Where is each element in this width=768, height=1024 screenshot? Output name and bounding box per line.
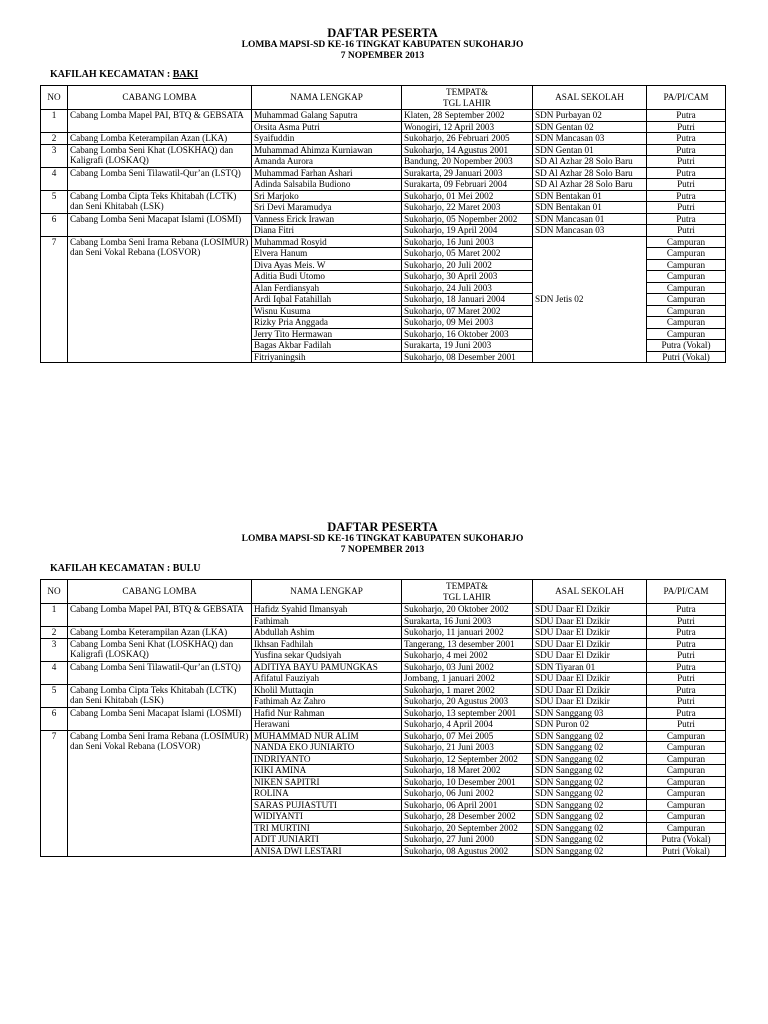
cell-nama: Ikhsan Fadhilah (252, 638, 402, 650)
cell-nama: Muhammad Ahimza Kurniawan (252, 144, 402, 156)
kafilah-label: KAFILAH KECAMATAN : (50, 563, 171, 574)
cell-tempat: Bandung, 20 Nopember 2003 (402, 156, 533, 168)
table-row (41, 133, 726, 145)
col-header-tempat: TEMPAT& TGL LAHIR (402, 580, 533, 604)
cell-sex: Campuran (647, 776, 726, 788)
cell-cabang: Cabang Lomba Seni Irama Rebana (LOSIMUR) dan Seni Vokal Rebana (LOSVOR) (68, 730, 252, 857)
kafilah-line (50, 69, 725, 83)
cell-tempat: Sukoharjo, 07 Maret 2002 (402, 305, 533, 317)
table-row (41, 190, 726, 202)
cell-tempat: Sukoharjo, 22 Maret 2003 (402, 202, 533, 214)
table-row (41, 661, 726, 673)
col-header-cabang: CABANG LOMBA (68, 86, 252, 110)
cell-sex: Putri (647, 202, 726, 214)
cell-tempat: Sukoharjo, 11 januari 2002 (402, 627, 533, 639)
cell-cabang: Cabang Lomba Seni Tilawatil-Qur’an (LSTQ) (68, 661, 252, 684)
cell-asal: SDN Bentakan 01 (533, 202, 647, 214)
cell-no: 4 (41, 661, 68, 684)
cell-tempat: Sukoharjo, 26 Februari 2005 (402, 133, 533, 145)
cell-asal: SDN Sanggang 02 (533, 776, 647, 788)
cell-cabang: Cabang Lomba Seni Tilawatil-Qur’an (LSTQ) (68, 167, 252, 190)
cell-asal: SDN Purbayan 02 (533, 110, 647, 122)
cell-cabang: Cabang Lomba Seni Khat (LOSKHAQ) dan Kaligrafi (LOSKAQ) (68, 638, 252, 661)
cell-nama: Orsita Asma Putri (252, 121, 402, 133)
cell-sex: Campuran (647, 317, 726, 329)
cell-asal: SDN Sanggang 02 (533, 730, 647, 742)
cell-nama: Amanda Aurora (252, 156, 402, 168)
cell-nama: NANDA EKO JUNIARTO (252, 742, 402, 754)
cell-sex: Putri (647, 673, 726, 685)
cell-sex: Putra (Vokal) (647, 340, 726, 352)
cell-tempat: Sukoharjo, 20 September 2002 (402, 822, 533, 834)
cell-sex: Putri (647, 179, 726, 191)
cell-asal: SDU Daar El Dzikir (533, 673, 647, 685)
cell-nama: Afifatul Fauziyah (252, 673, 402, 685)
cell-nama: Sri Marjoko (252, 190, 402, 202)
cell-sex: Putra (647, 133, 726, 145)
cell-sex: Putra (647, 110, 726, 122)
cell-sex: Campuran (647, 305, 726, 317)
cell-tempat: Klaten, 28 September 2002 (402, 110, 533, 122)
page-subtitle: LOMBA MAPSI-SD KE-16 TINGKAT KABUPATEN SUKOHARJO (241, 40, 524, 50)
page-subtitle: LOMBA MAPSI-SD KE-16 TINGKAT KABUPATEN SUKOHARJO (241, 534, 524, 544)
page-title: DAFTAR PESERTA (327, 26, 438, 40)
cell-nama: Ardi Iqbal Fatahillah (252, 294, 402, 306)
cell-no: 1 (41, 604, 68, 627)
cell-nama: Syaifuddin (252, 133, 402, 145)
cell-no: 2 (41, 133, 68, 145)
cell-asal: SD Al Azhar 28 Solo Baru (533, 167, 647, 179)
cell-sex: Putri (647, 650, 726, 662)
cell-tempat: Surakarta, 19 Juni 2003 (402, 340, 533, 352)
cell-cabang: Cabang Lomba Seni Macapat Islami (LOSMI) (68, 707, 252, 730)
cell-no: 7 (41, 236, 68, 363)
cell-tempat: Sukoharjo, 21 Juni 2003 (402, 742, 533, 754)
cell-tempat: Sukoharjo, 13 september 2001 (402, 707, 533, 719)
col-header-nama: NAMA LENGKAP (252, 86, 402, 110)
cell-asal: SDN Sanggang 02 (533, 834, 647, 846)
cell-no: 6 (41, 707, 68, 730)
cell-tempat: Surakarta, 09 Februari 2004 (402, 179, 533, 191)
participant-table (40, 85, 726, 363)
cell-cabang: Cabang Lomba Seni Macapat Islami (LOSMI) (68, 213, 252, 236)
cell-tempat: Sukoharjo, 4 mei 2002 (402, 650, 533, 662)
cell-tempat: Sukoharjo, 4 April 2004 (402, 719, 533, 731)
cell-no: 7 (41, 730, 68, 857)
cell-asal: SDN Mancasan 01 (533, 213, 647, 225)
cell-nama: Hafid Nur Rahman (252, 707, 402, 719)
table-body (41, 110, 726, 363)
cell-asal: SDN Sanggang 02 (533, 811, 647, 823)
cell-tempat: Sukoharjo, 19 April 2004 (402, 225, 533, 237)
kafilah-label: KAFILAH KECAMATAN : (50, 69, 171, 80)
cell-sex: Putra (647, 144, 726, 156)
cell-sex: Putra (647, 604, 726, 616)
cell-nama: Fathimah (252, 615, 402, 627)
cell-nama: Fitriyaningsih (252, 351, 402, 363)
cell-no: 2 (41, 627, 68, 639)
cell-tempat: Surakarta, 29 Januari 2003 (402, 167, 533, 179)
page-title: DAFTAR PESERTA (327, 520, 438, 534)
cell-cabang: Cabang Lomba Keterampilan Azan (LKA) (68, 627, 252, 639)
cell-cabang: Cabang Lomba Seni Khat (LOSKHAQ) dan Kaligrafi (LOSKAQ) (68, 144, 252, 167)
cell-nama: Jerry Tito Hermawan (252, 328, 402, 340)
cell-tempat: Sukoharjo, 18 Maret 2002 (402, 765, 533, 777)
cell-tempat: Sukoharjo, 27 Juni 2000 (402, 834, 533, 846)
cell-sex: Putra (647, 661, 726, 673)
table-row (41, 167, 726, 179)
participant-table (40, 579, 726, 857)
table-row (41, 236, 726, 248)
cell-asal: SDN Sanggang 02 (533, 845, 647, 857)
col-header-nama: NAMA LENGKAP (252, 580, 402, 604)
cell-asal: SDN Sanggang 02 (533, 742, 647, 754)
col-header-sex: PA/PI/CAM (647, 86, 726, 110)
cell-tempat: Sukoharjo, 03 Juni 2002 (402, 661, 533, 673)
cell-sex: Campuran (647, 259, 726, 271)
cell-nama: Sri Devi Maramudya (252, 202, 402, 214)
cell-asal: SD Al Azhar 28 Solo Baru (533, 179, 647, 191)
cell-asal: SDU Daar El Dzikir (533, 650, 647, 662)
cell-asal: SDU Daar El Dzikir (533, 615, 647, 627)
cell-tempat: Sukoharjo, 16 Oktober 2003 (402, 328, 533, 340)
cell-tempat: Sukoharjo, 14 Agustus 2001 (402, 144, 533, 156)
cell-sex: Campuran (647, 765, 726, 777)
table-row (41, 144, 726, 156)
cell-asal: SDN Tiyaran 01 (533, 661, 647, 673)
cell-sex: Campuran (647, 753, 726, 765)
cell-sex: Putri (647, 225, 726, 237)
cell-asal: SD Al Azhar 28 Solo Baru (533, 156, 647, 168)
cell-sex: Campuran (647, 236, 726, 248)
cell-nama: NIKEN SAPITRI (252, 776, 402, 788)
cell-cabang: Cabang Lomba Mapel PAI, BTQ & GEBSATA (68, 604, 252, 627)
cell-sex: Putra (647, 638, 726, 650)
cell-nama: Alan Ferdiansyah (252, 282, 402, 294)
cell-tempat: Sukoharjo, 16 Juni 2003 (402, 236, 533, 248)
cell-tempat: Sukoharjo, 05 Maret 2002 (402, 248, 533, 260)
cell-asal: SDN Jetis 02 (533, 236, 647, 363)
cell-no: 4 (41, 167, 68, 190)
cell-nama: Adinda Salsabila Budiono (252, 179, 402, 191)
cell-nama: Bagas Akbar Fadilah (252, 340, 402, 352)
cell-tempat: Sukoharjo, 18 Januari 2004 (402, 294, 533, 306)
table-row (41, 730, 726, 742)
cell-tempat: Sukoharjo, 1 maret 2002 (402, 684, 533, 696)
cell-nama: ANISA DWI LESTARI (252, 845, 402, 857)
cell-cabang: Cabang Lomba Mapel PAI, BTQ & GEBSATA (68, 110, 252, 133)
col-header-tempat: TEMPAT& TGL LAHIR (402, 86, 533, 110)
cell-nama: ADITIYA BAYU PAMUNGKAS (252, 661, 402, 673)
page-date: 7 NOPEMBER 2013 (340, 545, 425, 555)
cell-nama: MUHAMMAD NUR ALIM (252, 730, 402, 742)
cell-sex: Putri (647, 156, 726, 168)
cell-no: 6 (41, 213, 68, 236)
cell-sex: Putri (Vokal) (647, 351, 726, 363)
cell-tempat: Sukoharjo, 08 Agustus 2002 (402, 845, 533, 857)
table-row (41, 638, 726, 650)
cell-asal: SDN Sanggang 02 (533, 799, 647, 811)
cell-sex: Putra (647, 190, 726, 202)
cell-no: 3 (41, 638, 68, 661)
cell-nama: SARAS PUJIASTUTI (252, 799, 402, 811)
cell-sex: Campuran (647, 788, 726, 800)
cell-tempat: Sukoharjo, 05 Nopember 2002 (402, 213, 533, 225)
cell-nama: Wisnu Kusuma (252, 305, 402, 317)
cell-asal: SDN Gentan 01 (533, 144, 647, 156)
cell-cabang: Cabang Lomba Keterampilan Azan (LKA) (68, 133, 252, 145)
cell-tempat: Sukoharjo, 12 September 2002 (402, 753, 533, 765)
kafilah-line (50, 563, 725, 577)
table-row (41, 110, 726, 122)
table-row (41, 684, 726, 696)
cell-nama: Elvera Hanum (252, 248, 402, 260)
col-header-cabang: CABANG LOMBA (68, 580, 252, 604)
cell-no: 3 (41, 144, 68, 167)
cell-asal: SDN Sanggang 02 (533, 822, 647, 834)
cell-tempat: Sukoharjo, 01 Mei 2002 (402, 190, 533, 202)
cell-nama: Muhammad Rosyid (252, 236, 402, 248)
cell-no: 1 (41, 110, 68, 133)
cell-sex: Campuran (647, 811, 726, 823)
cell-tempat: Sukoharjo, 24 Juli 2003 (402, 282, 533, 294)
cell-asal: SDN Sanggang 02 (533, 753, 647, 765)
cell-tempat: Tangerang, 13 desember 2001 (402, 638, 533, 650)
cell-cabang: Cabang Lomba Cipta Teks Khitabah (LCTK) dan Seni Khitabah (LSK) (68, 684, 252, 707)
cell-nama: Kholil Muttaqin (252, 684, 402, 696)
cell-asal: SDU Daar El Dzikir (533, 638, 647, 650)
cell-asal: SDU Daar El Dzikir (533, 684, 647, 696)
cell-cabang: Cabang Lomba Seni Irama Rebana (LOSIMUR) dan Seni Vokal Rebana (LOSVOR) (68, 236, 252, 363)
cell-asal: SDU Daar El Dzikir (533, 696, 647, 708)
cell-nama: Rizky Pria Anggada (252, 317, 402, 329)
kafilah-name: BULU (172, 563, 201, 574)
cell-nama: ROLINA (252, 788, 402, 800)
cell-sex: Campuran (647, 822, 726, 834)
cell-sex: Campuran (647, 294, 726, 306)
cell-nama: Muhammad Galang Saputra (252, 110, 402, 122)
cell-sex: Putri (647, 121, 726, 133)
cell-tempat: Sukoharjo, 20 Oktober 2002 (402, 604, 533, 616)
cell-tempat: Sukoharjo, 28 Desember 2002 (402, 811, 533, 823)
cell-cabang: Cabang Lomba Cipta Teks Khitabah (LCTK) dan Seni Khitabah (LSK) (68, 190, 252, 213)
cell-asal: SDN Sanggang 03 (533, 707, 647, 719)
cell-no: 5 (41, 684, 68, 707)
cell-asal: SDN Mancasan 03 (533, 133, 647, 145)
col-header-asal: ASAL SEKOLAH (533, 86, 647, 110)
cell-asal: SDN Sanggang 02 (533, 788, 647, 800)
cell-nama: ADIT JUNIARTI (252, 834, 402, 846)
cell-tempat: Sukoharjo, 30 April 2003 (402, 271, 533, 283)
cell-tempat: Sukoharjo, 10 Desember 2001 (402, 776, 533, 788)
cell-nama: Hafidz Syahid Ilmansyah (252, 604, 402, 616)
cell-sex: Putra (647, 707, 726, 719)
col-header-asal: ASAL SEKOLAH (533, 580, 647, 604)
cell-nama: INDRIYANTO (252, 753, 402, 765)
cell-asal: SDN Puron 02 (533, 719, 647, 731)
table-body (41, 604, 726, 857)
cell-nama: Muhammad Farhan Ashari (252, 167, 402, 179)
cell-sex: Campuran (647, 248, 726, 260)
cell-sex: Campuran (647, 271, 726, 283)
col-header-no: NO (41, 580, 68, 604)
cell-no: 5 (41, 190, 68, 213)
cell-tempat: Sukoharjo, 08 Desember 2001 (402, 351, 533, 363)
cell-asal: SDN Sanggang 02 (533, 765, 647, 777)
cell-sex: Campuran (647, 328, 726, 340)
cell-nama: KIKI AMINA (252, 765, 402, 777)
cell-asal: SDU Daar El Dzikir (533, 627, 647, 639)
col-header-no: NO (41, 86, 68, 110)
cell-nama: Diva Ayas Meis. W (252, 259, 402, 271)
section-bulu (40, 520, 725, 857)
table-row (41, 213, 726, 225)
cell-nama: WIDIYANTI (252, 811, 402, 823)
cell-tempat: Sukoharjo, 09 Mei 2003 (402, 317, 533, 329)
cell-nama: Yusfina sekar Qudsiyah (252, 650, 402, 662)
cell-asal: SDU Daar El Dzikir (533, 604, 647, 616)
cell-asal: SDN Bentakan 01 (533, 190, 647, 202)
cell-sex: Campuran (647, 799, 726, 811)
kafilah-name: BAKI (172, 69, 199, 80)
cell-sex: Putra (647, 627, 726, 639)
cell-asal: SDN Gentan 02 (533, 121, 647, 133)
col-header-sex: PA/PI/CAM (647, 580, 726, 604)
cell-sex: Putra (Vokal) (647, 834, 726, 846)
cell-sex: Putra (647, 684, 726, 696)
cell-nama: Vanness Erick Irawan (252, 213, 402, 225)
table-row (41, 707, 726, 719)
cell-nama: TRI MURTINI (252, 822, 402, 834)
cell-nama: Fathimah Az Zahro (252, 696, 402, 708)
cell-nama: Aditia Budi Utomo (252, 271, 402, 283)
cell-sex: Campuran (647, 282, 726, 294)
cell-nama: Herawani (252, 719, 402, 731)
cell-nama: Diana Fitri (252, 225, 402, 237)
cell-asal: SDN Mancasan 03 (533, 225, 647, 237)
table-row (41, 604, 726, 616)
cell-nama: Abdullah Ashim (252, 627, 402, 639)
cell-sex: Putri (647, 696, 726, 708)
cell-tempat: Sukoharjo, 07 Mei 2005 (402, 730, 533, 742)
cell-sex: Putri (Vokal) (647, 845, 726, 857)
table-row (41, 627, 726, 639)
cell-tempat: Jombang, 1 januari 2002 (402, 673, 533, 685)
page-date: 7 NOPEMBER 2013 (340, 51, 425, 61)
cell-tempat: Sukoharjo, 06 Juni 2002 (402, 788, 533, 800)
cell-sex: Putri (647, 719, 726, 731)
cell-tempat: Sukoharjo, 06 April 2001 (402, 799, 533, 811)
section-baki (40, 26, 725, 363)
cell-tempat: Sukoharjo, 20 Juli 2002 (402, 259, 533, 271)
cell-tempat: Sukoharjo, 20 Agustus 2003 (402, 696, 533, 708)
cell-sex: Putri (647, 615, 726, 627)
cell-tempat: Surakarta, 16 Juni 2003 (402, 615, 533, 627)
cell-sex: Campuran (647, 730, 726, 742)
cell-tempat: Wonogiri, 12 April 2003 (402, 121, 533, 133)
cell-sex: Putra (647, 213, 726, 225)
cell-sex: Campuran (647, 742, 726, 754)
cell-sex: Putra (647, 167, 726, 179)
